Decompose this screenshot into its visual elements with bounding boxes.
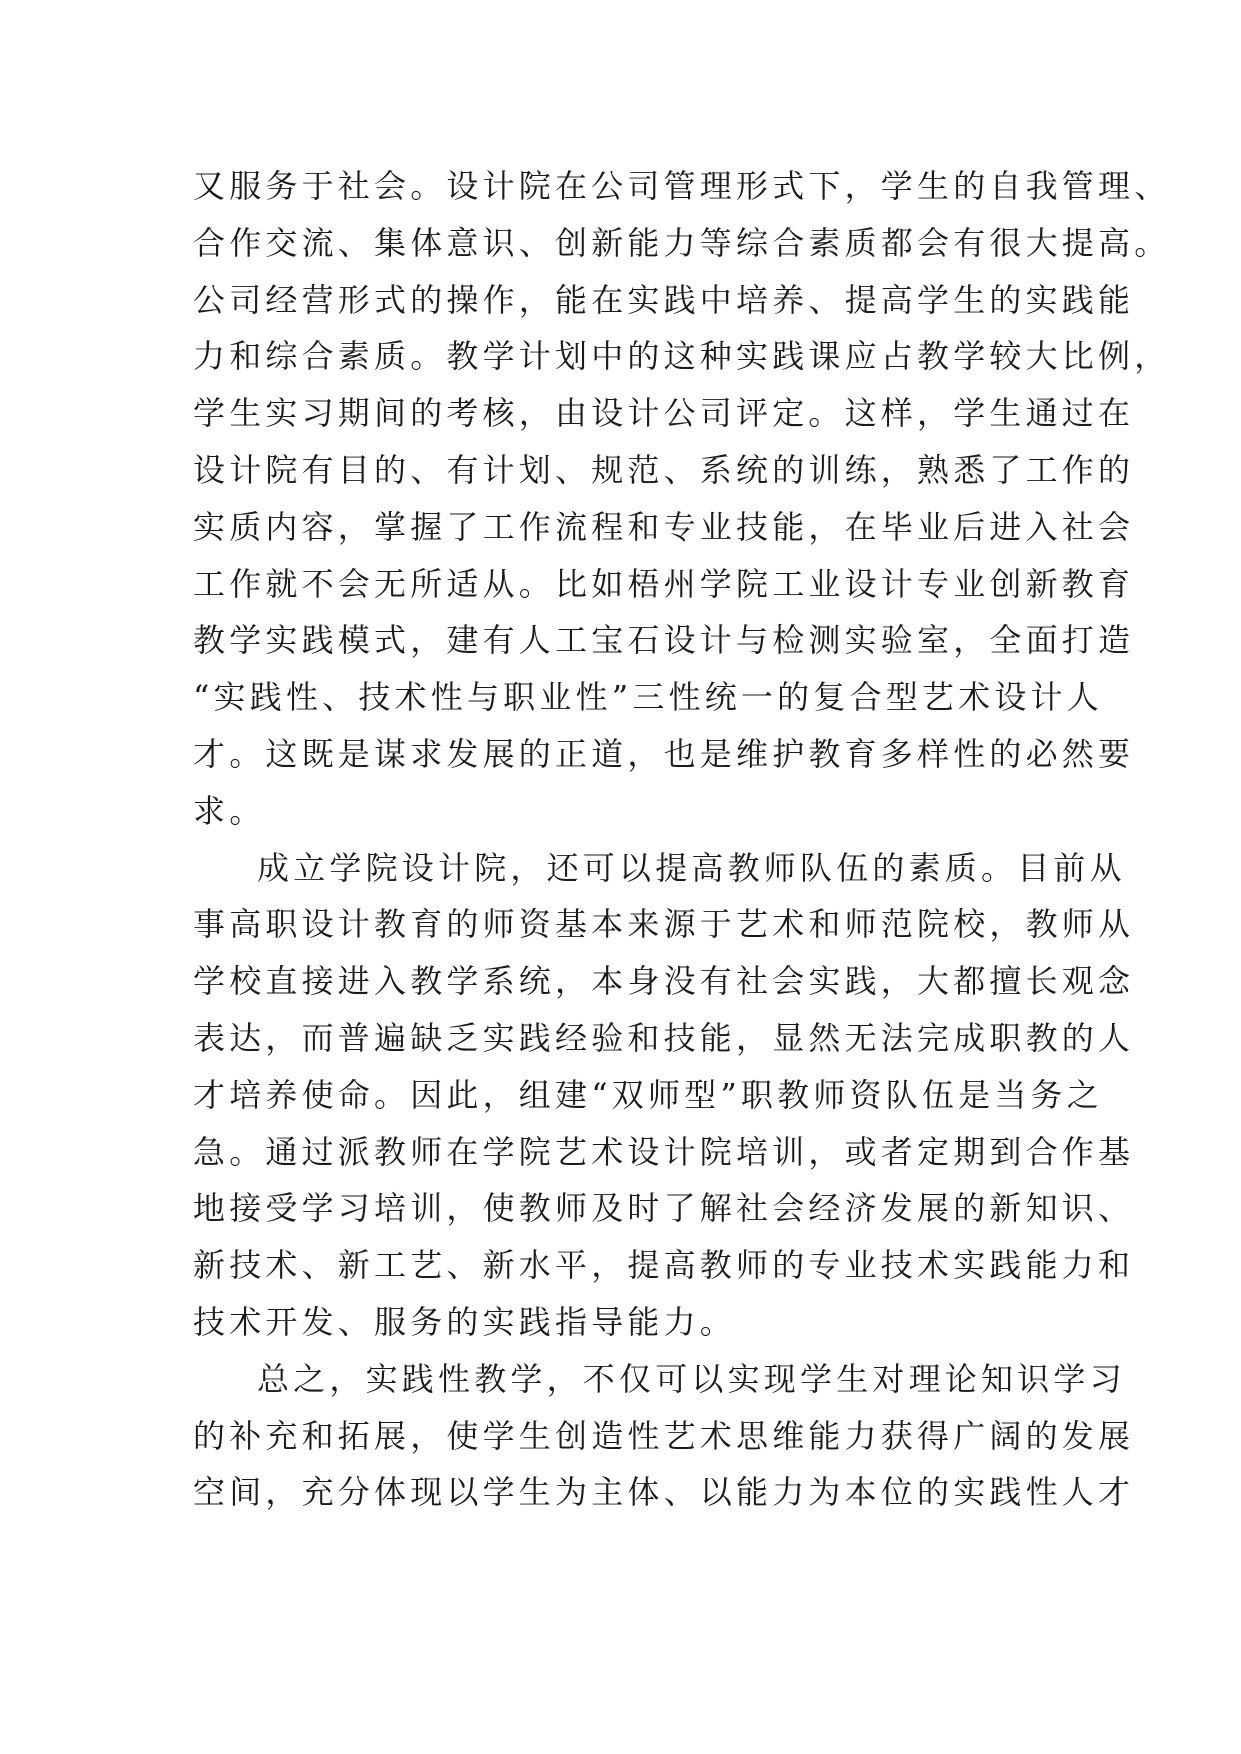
paragraph-start-line: 总之，实践性教学，不仅可以实现学生对理论知识学习 — [257, 1359, 1126, 1398]
text-line: 的补充和拓展，使学生创造性艺术思维能力获得广阔的发展 — [193, 1416, 1135, 1455]
text-line: 急。通过派教师在学院艺术设计院培训，或者定期到合作基 — [193, 1132, 1135, 1171]
text-line: 新技术、新工艺、新水平，提高教师的专业技术实践能力和 — [193, 1246, 1135, 1285]
text-line: 空间，充分体现以学生为主体、以能力为本位的实践性人才 — [193, 1473, 1135, 1512]
text-line: 设计院有目的、有计划、规范、系统的训练，熟悉了工作的 — [193, 450, 1135, 489]
text-line: 力和综合素质。教学计划中的这种实践课应占教学较大比例， — [193, 337, 1171, 376]
text-line: 公司经营形式的操作，能在实践中培养、提高学生的实践能 — [193, 280, 1135, 319]
text-line: 实质内容，掌握了工作流程和专业技能，在毕业后进入社会 — [193, 507, 1135, 546]
text-line: 合作交流、集体意识、创新能力等综合素质都会有很大提高。 — [193, 223, 1171, 262]
text-line: 才培养使命。因此，组建“双师型”职教师资队伍是当务之 — [193, 1075, 1103, 1114]
text-line: 才。这既是谋求发展的正道，也是维护教育多样性的必然要 — [193, 734, 1135, 773]
text-line: 教学实践模式，建有人工宝石设计与检测实验室，全面打造 — [193, 621, 1135, 660]
text-line: 地接受学习培训，使教师及时了解社会经济发展的新知识、 — [193, 1189, 1135, 1228]
text-line: 又服务于社会。设计院在公司管理形式下，学生的自我管理、 — [193, 167, 1171, 205]
text-line: 表达，而普遍缺乏实践经验和技能，显然无法完成职教的人 — [193, 1018, 1135, 1057]
body-text — [193, 158, 1171, 1521]
text-line: “实践性、技术性与职业性”三性统一的复合型艺术设计人 — [193, 678, 1103, 717]
text-line: 技术开发、服务的实践指导能力。 — [193, 1302, 737, 1341]
text-line: 学生实习期间的考核，由设计公司评定。这样，学生通过在 — [193, 394, 1135, 433]
text-line: 工作就不会无所适从。比如梧州学院工业设计专业创新教育 — [193, 564, 1135, 603]
text-line: 求。 — [193, 791, 266, 830]
paragraph-start-line: 成立学院设计院，还可以提高教师队伍的素质。目前从 — [257, 848, 1126, 887]
text-line: 学校直接进入教学系统，本身没有社会实践，大都擅长观念 — [193, 962, 1135, 1001]
text-line: 事高职设计教育的师资基本来源于艺术和师范院校，教师从 — [193, 905, 1135, 944]
